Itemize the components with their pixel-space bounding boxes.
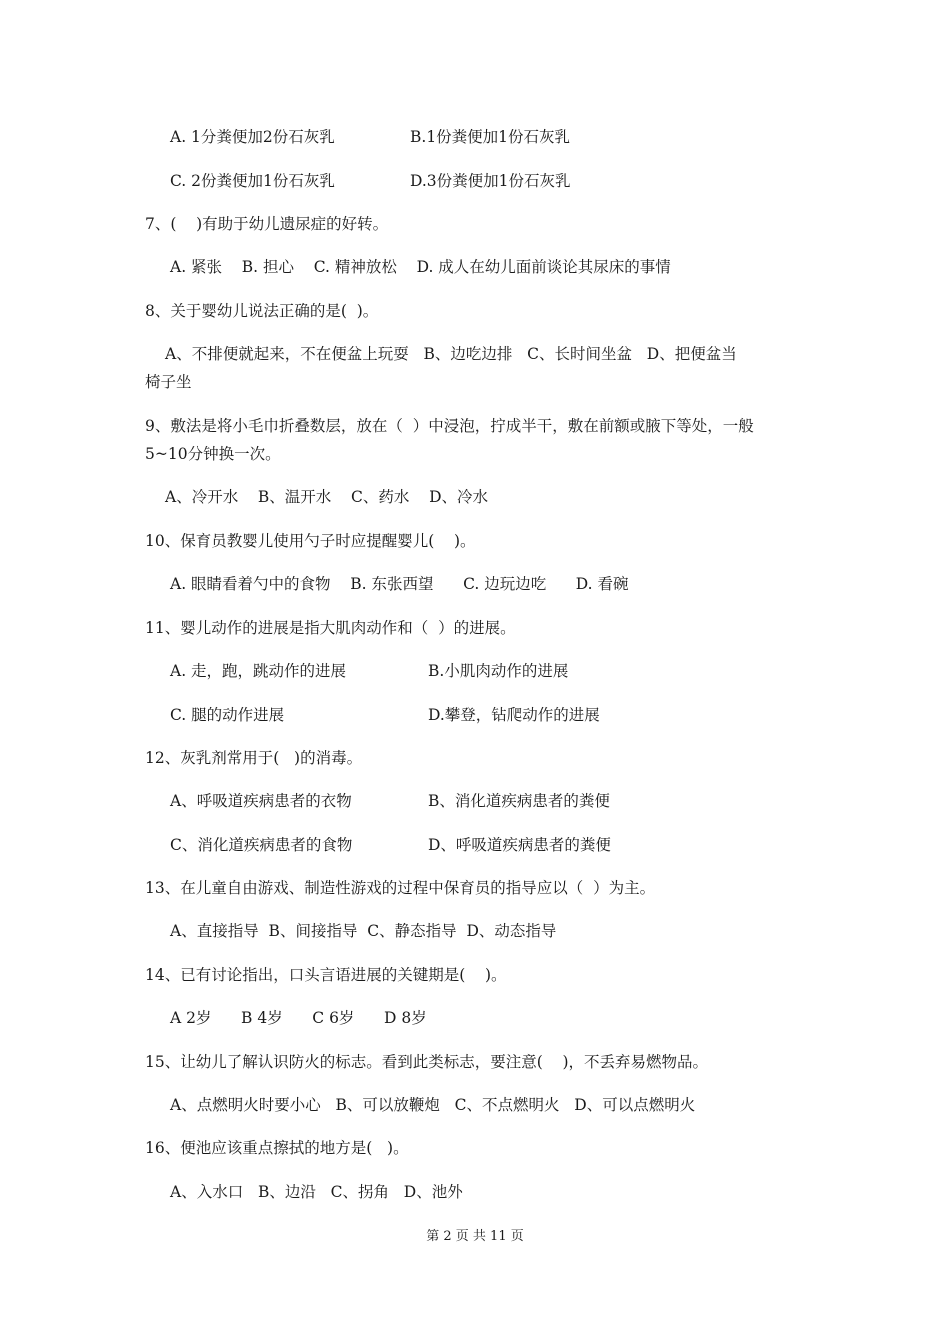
q16-stem: 16、便池应该重点擦拭的地方是( )。 (145, 1139, 409, 1157)
q6-option-c: C. 2份粪便加1份石灰乳 (170, 172, 335, 190)
q10-options: A. 眼睛看着勺中的食物 B. 东张西望 C. 边玩边吃 D. 看碗 (170, 575, 629, 593)
q6-option-a: A. 1分粪便加2份石灰乳 (170, 128, 335, 146)
q11-stem: 11、婴儿动作的进展是指大肌肉动作和（ ）的进展。 (145, 619, 516, 637)
q11-option-b: B.小肌肉动作的进展 (428, 662, 569, 680)
q12-option-c: C、消化道疾病患者的食物 (170, 836, 353, 854)
q8-options: A、不排便就起来，不在便盆上玩耍 B、边吃边排 C、长时间坐盆 D、把便盆当 (165, 345, 737, 363)
q13-options: A、直接指导 B、间接指导 C、静态指导 D、动态指导 (170, 922, 557, 940)
q7-stem: 7、( )有助于幼儿遗尿症的好转。 (145, 215, 389, 233)
page-footer: 第 2 页 共 11 页 (426, 1229, 524, 1244)
q14-stem: 14、已有讨论指出，口头言语进展的关键期是( )。 (145, 966, 507, 984)
q12-option-d: D、呼吸道疾病患者的粪便 (428, 836, 611, 854)
q14-options: A 2岁 B 4岁 C 6岁 D 8岁 (170, 1009, 427, 1027)
q15-options: A、点燃明火时要小心 B、可以放鞭炮 C、不点燃明火 D、可以点燃明火 (170, 1096, 696, 1114)
q9-stem-wrap: 5~10分钟换一次。 (145, 445, 281, 463)
q10-stem: 10、保育员教婴儿使用勺子时应提醒婴儿( )。 (145, 532, 476, 550)
q11-option-d: D.攀登，钻爬动作的进展 (428, 706, 600, 724)
q13-stem: 13、在儿童自由游戏、制造性游戏的过程中保育员的指导应以（ ）为主。 (145, 879, 656, 897)
q12-option-b: B、消化道疾病患者的粪便 (428, 792, 610, 810)
q16-options: A、入水口 B、边沿 C、拐角 D、池外 (170, 1183, 463, 1201)
q8-options-wrap: 椅子坐 (145, 373, 192, 391)
q11-option-a: A. 走，跑，跳动作的进展 (170, 662, 347, 680)
q9-stem: 9、敷法是将小毛巾折叠数层，放在（ ）中浸泡，拧成半干，敷在前额或腋下等处，一般 (145, 417, 754, 435)
q12-stem: 12、灰乳剂常用于( )的消毒。 (145, 749, 363, 767)
q7-options: A. 紧张 B. 担心 C. 精神放松 D. 成人在幼儿面前谈论其尿床的事情 (170, 258, 671, 276)
q11-option-c: C. 腿的动作进展 (170, 706, 285, 724)
q8-stem: 8、关于婴幼儿说法正确的是( )。 (145, 302, 379, 320)
q6-option-d: D.3份粪便加1份石灰乳 (410, 172, 571, 190)
q15-stem: 15、让幼儿了解认识防火的标志。看到此类标志，要注意( )，不丢弃易燃物品。 (145, 1053, 709, 1071)
q9-options: A、冷开水 B、温开水 C、药水 D、冷水 (165, 488, 488, 506)
q6-option-b: B.1份粪便加1份石灰乳 (410, 128, 571, 146)
q12-option-a: A、呼吸道疾病患者的衣物 (170, 792, 352, 810)
